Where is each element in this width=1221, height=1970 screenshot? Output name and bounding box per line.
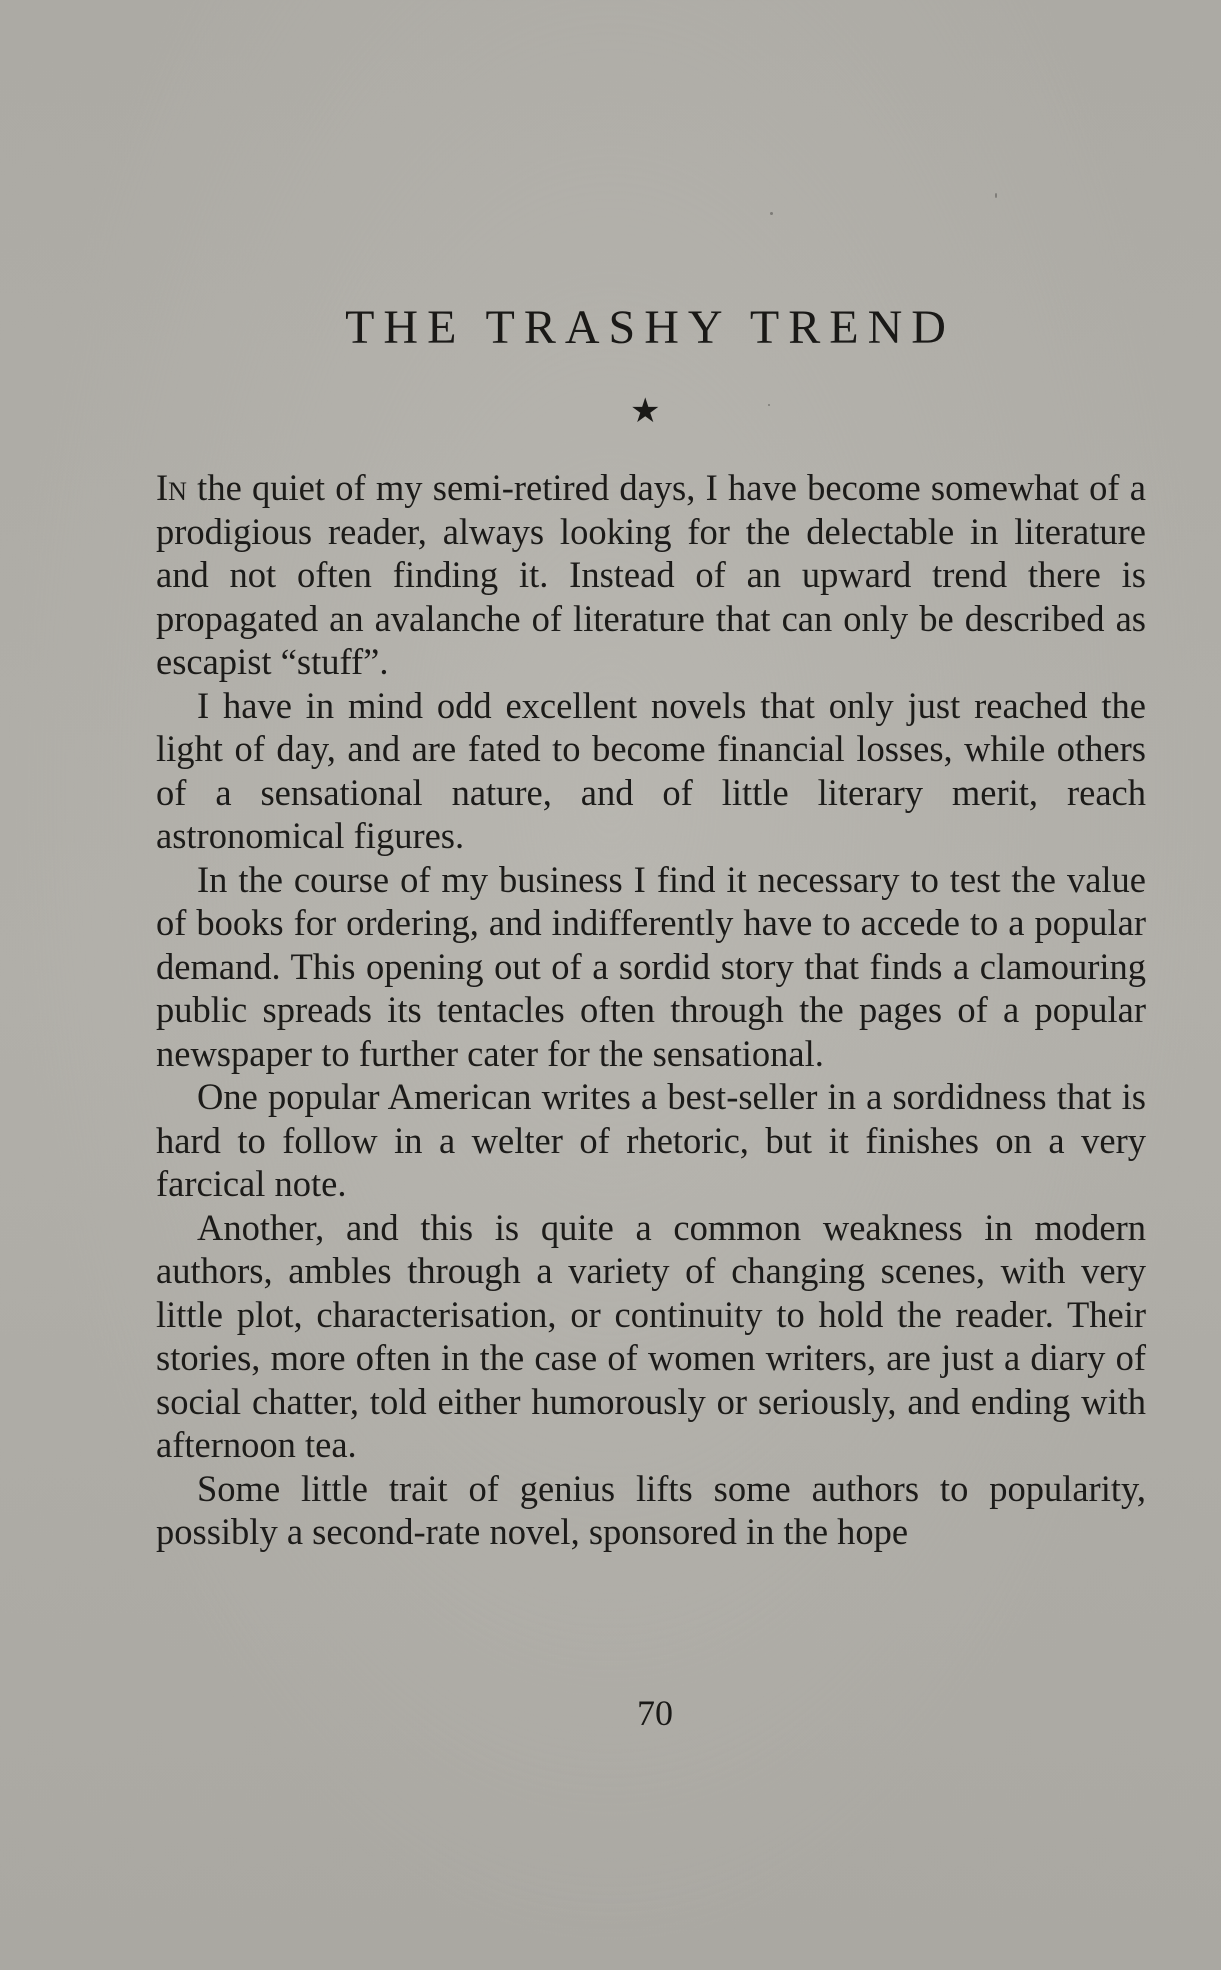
initial-word: In (156, 467, 187, 508)
paper-speck (768, 404, 770, 406)
paragraph: I have in mind odd excellent novels that only just reached the light of day, and are fated to become financial losses, while others of a sensational nature, and of little literary merit, reach astronomical figures. (156, 684, 1146, 856)
star-ornament-icon: ★ (630, 393, 661, 430)
paragraph-text: the quiet of my semi-retired days, I have become somewhat of a prodigious reader, always looking for the delectable in literature and not often finding it. Instead of an upward trend there is propagated an avalanche of literature that can only be described as escapist “stuff”. (156, 467, 1146, 682)
chapter-title: THE TRASHY TREND (345, 301, 955, 354)
page-number: 70 (637, 1693, 673, 1733)
body-text (156, 466, 1146, 1554)
paragraph: One popular American writes a best-seller in a sordidness that is hard to follow in a welter of rhetoric, but it finishes on a very farcical note. (156, 1076, 1146, 1204)
paragraph: Another, and this is quite a common weakness in modern authors, ambles through a variety of changing scenes, with very little plot, characterisation, or continuity to hold the reader. Their stories, more often in the case of women writers, are just a diary of social chatter, told either humorously or seriously, and ending with afternoon tea. (156, 1206, 1146, 1465)
paragraph: Some little trait of genius lifts some authors to popularity, possibly a second-rate novel, sponsored in the hope (156, 1467, 1146, 1552)
paragraph (156, 466, 1146, 684)
paper-speck (995, 193, 997, 198)
paper-speck (770, 212, 773, 215)
paragraph: In the course of my business I find it necessary to test the value of books for ordering, and indifferently have to accede to a popular demand. This opening out of a sordid story that finds a clamouring public spreads its tentacles often through the pages of a popular newspaper to further cater for the sensational. (156, 858, 1146, 1074)
